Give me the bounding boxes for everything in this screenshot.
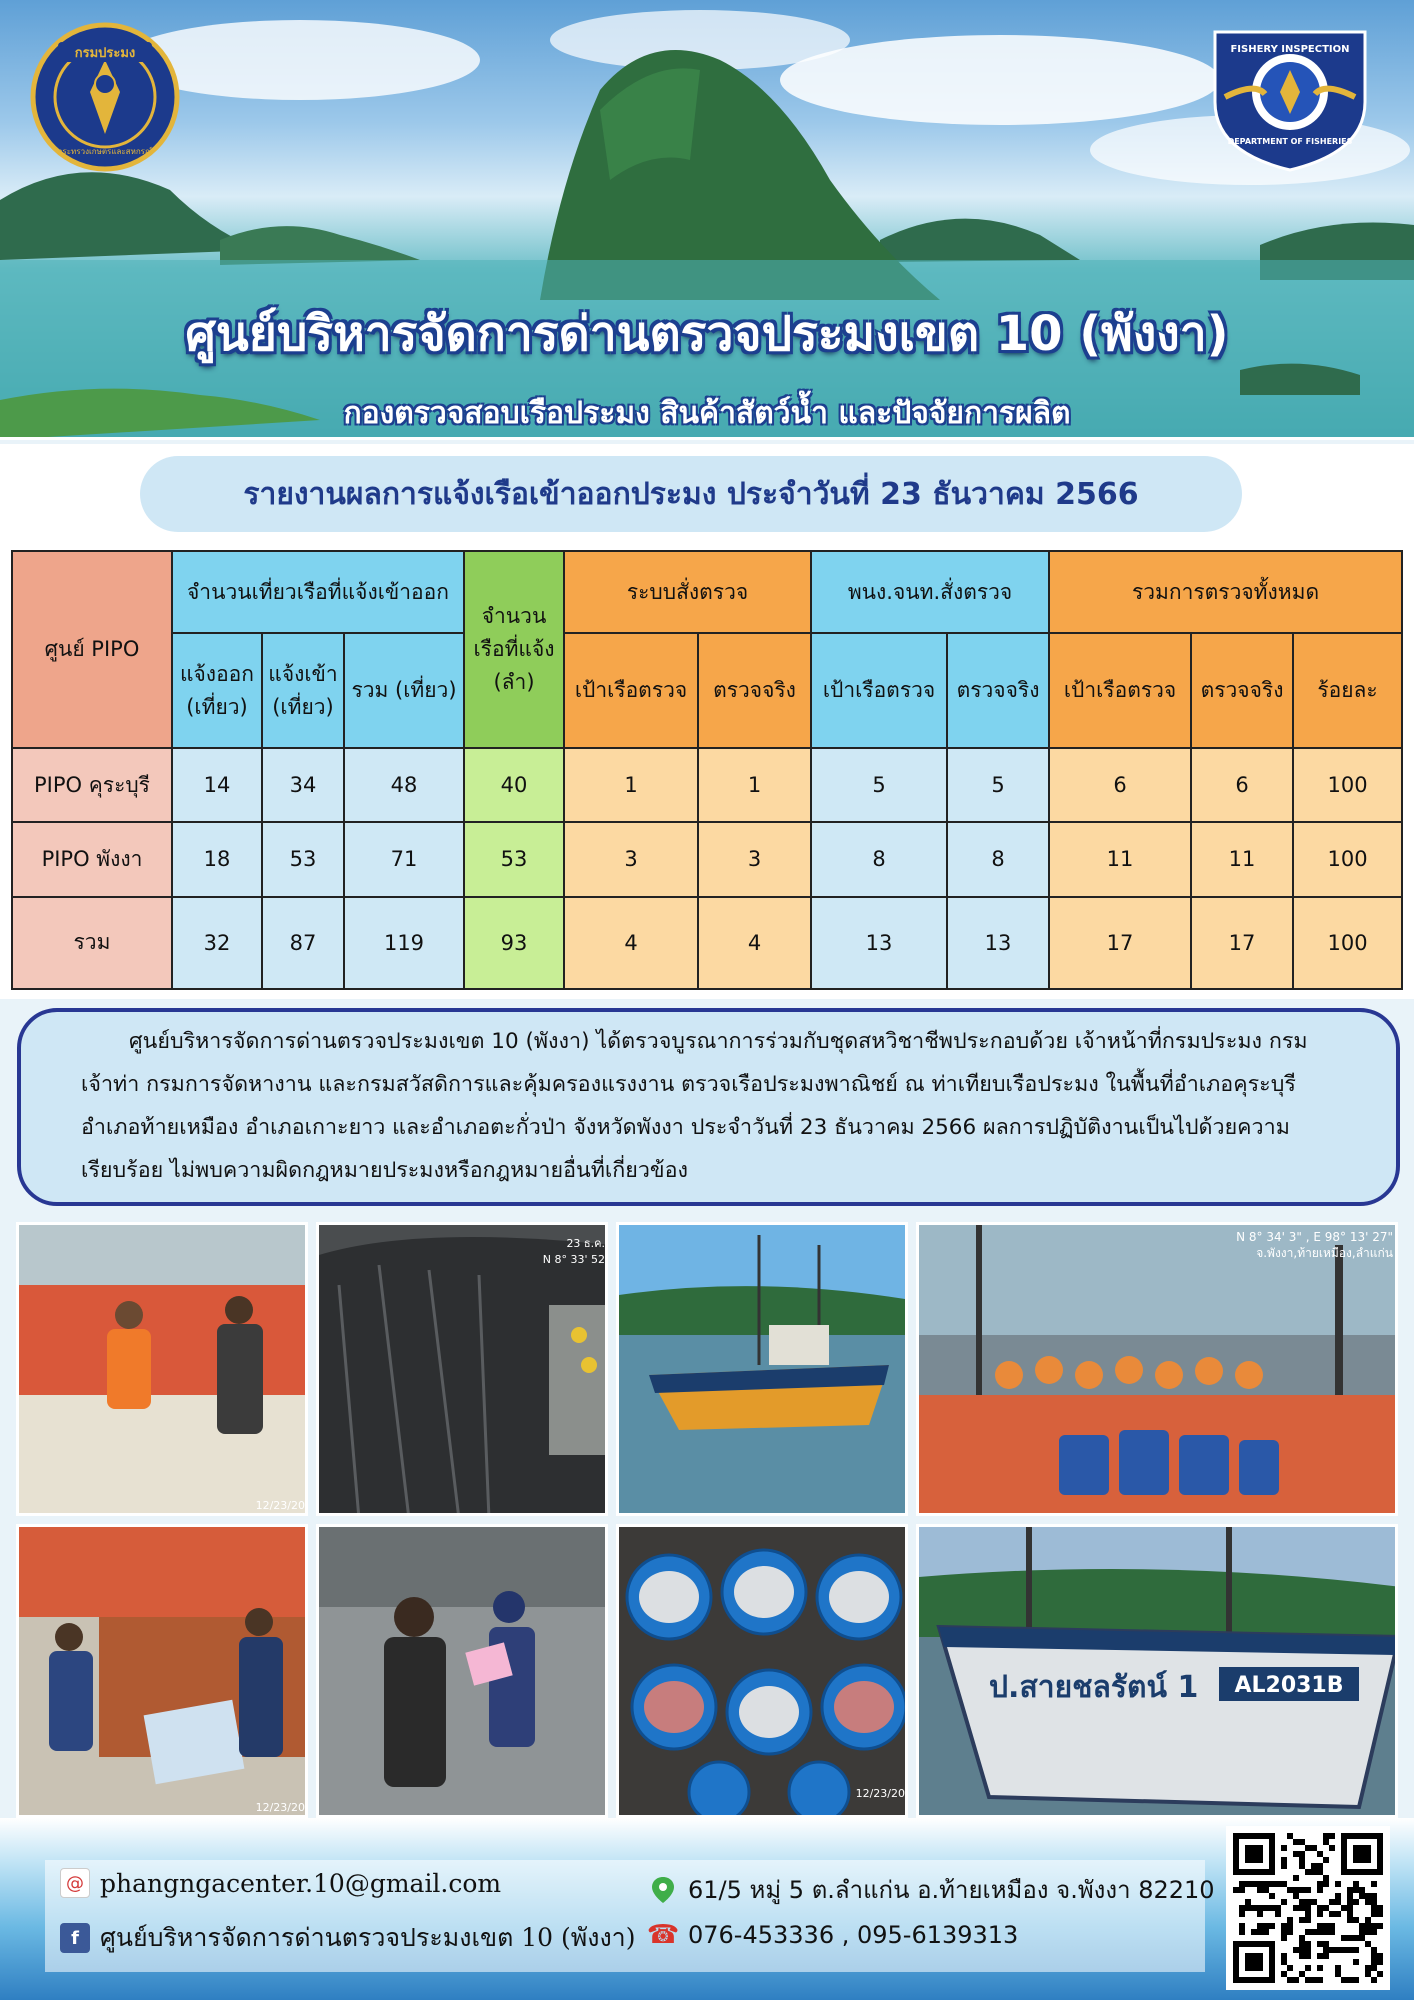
row-center-name: รวม	[12, 897, 172, 989]
inspection-stats-table	[11, 550, 1403, 990]
fishery-inspection-logo	[1205, 22, 1375, 172]
cell-boats: 53	[464, 822, 564, 896]
photo-timestamp: 12/23/20	[855, 1787, 905, 1800]
subheader-officer-target: เป้าเรือตรวจ	[811, 633, 947, 748]
subheader-total-target: เป้าเรือตรวจ	[1049, 633, 1191, 748]
cell-total-actual: 11	[1191, 822, 1293, 896]
contact-email[interactable]	[60, 1868, 501, 1898]
summary-text: ศูนย์บริหารจัดการด่านตรวจประมงเขต 10 (พังงา) ได้ตรวจบูรณาการร่วมกับชุดสหวิชาชีพประกอบด้วย เจ้าหน้าที่กรมประมง กรมเจ้าท่า กรมการจัดหางาน และกรมสวัสดิการและคุ้มครองแรงงาน ตรวจเรือประมงพาณิชย์ ณ ท่าเทียบเรือประมง ในพื้นที่อำเภอคุระบุรี อำเภอท้ายเหมือง อำเภอเกาะยาว และอำเภอตะกั่วป่า จังหวัดพังงา ประจำวันที่ 23 ธันวาคม 2566 ผลการปฏิบัติงานเป็นไปด้วยความเรียบร้อย ไม่พบความผิดกฎหมายประมงหรือกฎหมายอื่นที่เกี่ยวข้อง	[17, 1008, 1400, 1206]
photo-timestamp: 12/23/20	[255, 1801, 305, 1814]
cell-in: 53	[262, 822, 344, 896]
cell-out: 18	[172, 822, 262, 896]
logo-left-subtext: กระทรวงเกษตรและสหกรณ์	[57, 147, 153, 156]
cell-in: 34	[262, 748, 344, 822]
photo-fishing-boat-at-sea	[616, 1222, 908, 1516]
photo-location: จ.พังงา,ท้ายเหมือง,ลำแก่น	[1256, 1246, 1393, 1260]
logo-right-bottom-text: DEPARTMENT OF FISHERIES	[1227, 137, 1353, 146]
cell-boats: 40	[464, 748, 564, 822]
photo-fish-barrels	[616, 1524, 908, 1818]
boat-code: AL2031B	[1234, 1673, 1344, 1698]
cell-percent: 100	[1293, 822, 1402, 896]
cell-system-target: 3	[564, 822, 698, 896]
photo-crew-on-deck	[916, 1222, 1398, 1516]
row-center-name: PIPO พังงา	[12, 822, 172, 896]
cell-total-target: 6	[1049, 748, 1191, 822]
photo-coords: N 8° 34' 3" , E 98° 13' 27"	[1236, 1230, 1393, 1244]
photo-coords: N 8° 33' 52	[542, 1253, 605, 1266]
banner-scenery	[0, 0, 1414, 440]
logo-left-text: กรมประมง	[74, 46, 136, 61]
table-row	[12, 822, 1402, 896]
row-center-name: PIPO คุระบุรี	[12, 748, 172, 822]
cell-total-actual: 6	[1191, 748, 1293, 822]
subheader-system-actual: ตรวจจริง	[698, 633, 811, 748]
photo-boat-hull-registration	[916, 1524, 1398, 1818]
facebook-text: ศูนย์บริหารจัดการด่านตรวจประมงเขต 10 (พังงา)	[100, 1923, 636, 1952]
cell-officer-target: 8	[811, 822, 947, 896]
email-text: phangngacenter.10@gmail.com	[100, 1868, 502, 1898]
header-total-inspect: รวมการตรวจทั้งหมด	[1049, 551, 1402, 633]
header-banner	[0, 0, 1414, 440]
cell-in: 87	[262, 897, 344, 989]
cell-total-target: 11	[1049, 822, 1191, 896]
cell-officer-target: 5	[811, 748, 947, 822]
subheader-sum: รวม (เที่ยว)	[344, 633, 464, 748]
stats-table-section	[0, 544, 1414, 999]
cell-system-target: 1	[564, 748, 698, 822]
photo-fishing-nets	[316, 1222, 608, 1516]
phone-text: 076-453336 , 095-6139313	[688, 1921, 1019, 1949]
contact-address	[648, 1870, 1215, 1909]
cell-percent: 100	[1293, 897, 1402, 989]
department-of-fisheries-logo	[30, 22, 180, 172]
report-section	[0, 444, 1414, 544]
cell-sum: 48	[344, 748, 464, 822]
contact-phone[interactable]	[648, 1920, 1018, 1950]
subheader-system-target: เป้าเรือตรวจ	[564, 633, 698, 748]
header-officer-inspect: พนง.จนท.สั่งตรวจ	[811, 551, 1049, 633]
cell-total-actual: 17	[1191, 897, 1293, 989]
cell-system-actual: 1	[698, 748, 811, 822]
address-text: 61/5 หมู่ 5 ต.ลำแก่น อ.ท้ายเหมือง จ.พังงา 82210	[688, 1876, 1215, 1904]
cell-system-actual: 4	[698, 897, 811, 989]
logo-right-top-text: FISHERY INSPECTION	[1230, 44, 1350, 55]
subheader-total-actual: ตรวจจริง	[1191, 633, 1293, 748]
table-row	[12, 748, 1402, 822]
cell-sum: 71	[344, 822, 464, 896]
cell-system-actual: 3	[698, 822, 811, 896]
cell-officer-actual: 5	[947, 748, 1049, 822]
header-boats: จำนวน เรือที่แจ้ง (ลำ)	[464, 551, 564, 748]
header-trips: จำนวนเที่ยวเรือที่แจ้งเข้าออก	[172, 551, 464, 633]
cell-system-target: 4	[564, 897, 698, 989]
photo-document-check	[16, 1524, 308, 1818]
qr-code-image	[1226, 1826, 1390, 1990]
email-icon: @	[60, 1868, 90, 1898]
cell-out: 14	[172, 748, 262, 822]
cell-sum: 119	[344, 897, 464, 989]
cell-out: 32	[172, 897, 262, 989]
cell-total-target: 17	[1049, 897, 1191, 989]
phone-icon: ☎	[646, 1920, 680, 1950]
photo-timestamp: 23 ธ.ค.	[566, 1237, 605, 1250]
subheader-in: แจ้งเข้า (เที่ยว)	[262, 633, 344, 748]
cell-boats: 93	[464, 897, 564, 989]
photo-timestamp: 12/23/20	[255, 1499, 305, 1512]
header-system-inspect: ระบบสั่งตรวจ	[564, 551, 811, 633]
subheader-percent: ร้อยละ	[1293, 633, 1402, 748]
report-title: รายงานผลการแจ้งเรือเข้าออกประมง ประจำวันที่ 23 ธันวาคม 2566	[140, 456, 1242, 532]
contact-facebook[interactable]	[60, 1918, 635, 1958]
page-title: ศูนย์บริหารจัดการด่านตรวจประมงเขต 10 (พังงา)	[185, 306, 1229, 362]
photo-officer-inspection	[16, 1222, 308, 1516]
header-center: ศูนย์ PIPO	[12, 551, 172, 748]
qr-code[interactable]	[1226, 1826, 1390, 1990]
page-subtitle: กองตรวจสอบเรือประมง สินค้าสัตว์น้ำ และปัจจัยการผลิต	[343, 396, 1071, 431]
boat-name: ป.สายชลรัตน์ 1	[989, 1670, 1199, 1705]
cell-officer-actual: 13	[947, 897, 1049, 989]
table-row-total	[12, 897, 1402, 989]
subheader-officer-actual: ตรวจจริง	[947, 633, 1049, 748]
location-pin-icon	[648, 1875, 678, 1905]
photo-officers-documents	[316, 1524, 608, 1818]
cell-officer-target: 13	[811, 897, 947, 989]
cell-officer-actual: 8	[947, 822, 1049, 896]
facebook-icon: f	[60, 1923, 90, 1953]
cell-percent: 100	[1293, 748, 1402, 822]
subheader-out: แจ้งออก (เที่ยว)	[172, 633, 262, 748]
footer	[0, 1818, 1414, 2000]
